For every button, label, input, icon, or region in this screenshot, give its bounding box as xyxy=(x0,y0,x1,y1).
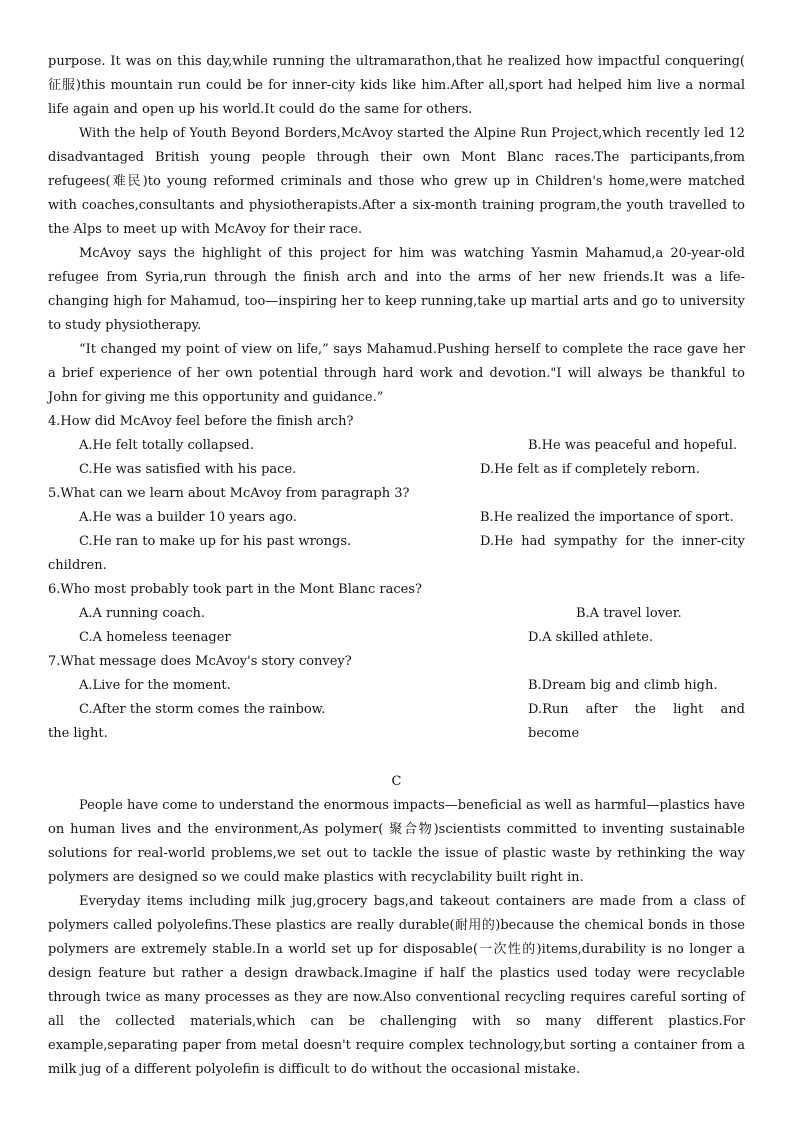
option-a: A.He was a builder 10 years ago. xyxy=(79,510,297,525)
options-row xyxy=(48,434,745,458)
question-stem: 6.Who most probably took part in the Mont Blanc races? xyxy=(48,582,422,597)
options-row xyxy=(48,530,745,578)
option-b: B.He was peaceful and hopeful. xyxy=(528,438,738,453)
option-a: A.A running coach. xyxy=(79,606,206,621)
options-row xyxy=(48,458,745,482)
question-4 xyxy=(48,410,745,482)
options-row xyxy=(48,698,745,746)
section-title-c: C xyxy=(391,774,402,789)
option-c: C.He was satisfied with his pace. xyxy=(79,462,297,477)
option-b: B.A travel lover. xyxy=(576,606,682,621)
question-stem: 5.What can we learn about McAvoy from paragraph 3? xyxy=(48,486,410,501)
option-b: B.Dream big and climb high. xyxy=(528,678,718,693)
option-d: D.A skilled athlete. xyxy=(528,630,654,645)
passage-b-paragraph-quote: “It changed my point of view on life,” says Mahamud.Pushing herself to complete the race gave her a brief experience of her own potential through hard work and devotion."I will always be thankful to John for giving me this opportunity and guidance.” xyxy=(48,342,745,405)
options-row xyxy=(48,602,745,626)
options-row xyxy=(48,674,745,698)
question-6 xyxy=(48,578,745,650)
option-c: C.A homeless teenager xyxy=(79,630,231,645)
passage-b-paragraph-continued: purpose. It was on this day,while running the ultramarathon,that he realized how impactful conquering( 征服)this mountain run could be for inner-city kids like him.After all,sport had helped him live a normal life again and open up his world.It could do the same for others. xyxy=(48,54,745,117)
question-stem: 7.What message does McAvoy's story convey? xyxy=(48,654,352,669)
options-row xyxy=(48,626,745,650)
options-row xyxy=(48,506,745,530)
question-stem: 4.How did McAvoy feel before the finish arch? xyxy=(48,414,354,429)
passage-c-paragraph-intro: People have come to understand the enormous impacts—beneficial as well as harmful—plastics have on human lives and the environment,As polymer( 聚合物)scientists committed to inventing sustainable solutions for real-world problems,we set out to tackle the issue of plastic waste by rethinking the way polymers are designed so we could make plastics with recyclability built right in. xyxy=(48,798,745,885)
question-5 xyxy=(48,482,745,578)
passage-b-paragraph-highlight: McAvoy says the highlight of this project for him was watching Yasmin Mahamud,a 20-year-old refugee from Syria,run through the finish arch and into the arms of her new friends.It was a life-changing high for Mahamud, too—inspiring her to keep running,take up martial arts and go to university to study physiotherapy. xyxy=(48,246,745,333)
option-d: D.He felt as if completely reborn. xyxy=(480,462,700,477)
option-c: C.He ran to make up for his past wrongs. xyxy=(79,534,352,549)
option-a: A.He felt totally collapsed. xyxy=(79,438,254,453)
option-c: C.After the storm comes the rainbow. xyxy=(79,702,326,717)
option-d-continued: the light. xyxy=(48,726,108,741)
option-d-continued: children. xyxy=(48,558,107,573)
question-7 xyxy=(48,650,745,746)
option-d: D.Run after the light and become xyxy=(528,702,745,741)
option-a: A.Live for the moment. xyxy=(79,678,231,693)
document-page xyxy=(48,50,745,1082)
option-b: B.He realized the importance of sport. xyxy=(480,510,734,525)
option-d: D.He had sympathy for the inner-city xyxy=(480,534,745,549)
passage-b-paragraph-project: With the help of Youth Beyond Borders,McAvoy started the Alpine Run Project,which recently led 12 disadvantaged British young people through their own Mont Blanc races.The participants,from refugees(难民)to young reformed criminals and those who grew up in Children's home,were matched with coaches,consultants and physiotherapists.After a six-month training program,the youth travelled to the Alps to meet up with McAvoy for their race. xyxy=(48,126,745,237)
passage-c-paragraph-polyolefins: Everyday items including milk jug,grocery bags,and takeout containers are made from a class of polymers called polyolefins.These plastics are really durable(耐用的)because the chemical bonds in those polymers are extremely stable.In a world set up for disposable(一次性的)items,durability is no longer a design feature but rather a design drawback.Imagine if half the plastics used today were recyclable through twice as many processes as they are now.Also conventional recycling requires careful sorting of all the collected materials,which can be challenging with so many different plastics.For example,separating paper from metal doesn't require complex technology,but sorting a container from a milk jug of a different polyolefin is difficult to do without the occasional mistake. xyxy=(48,894,745,1077)
